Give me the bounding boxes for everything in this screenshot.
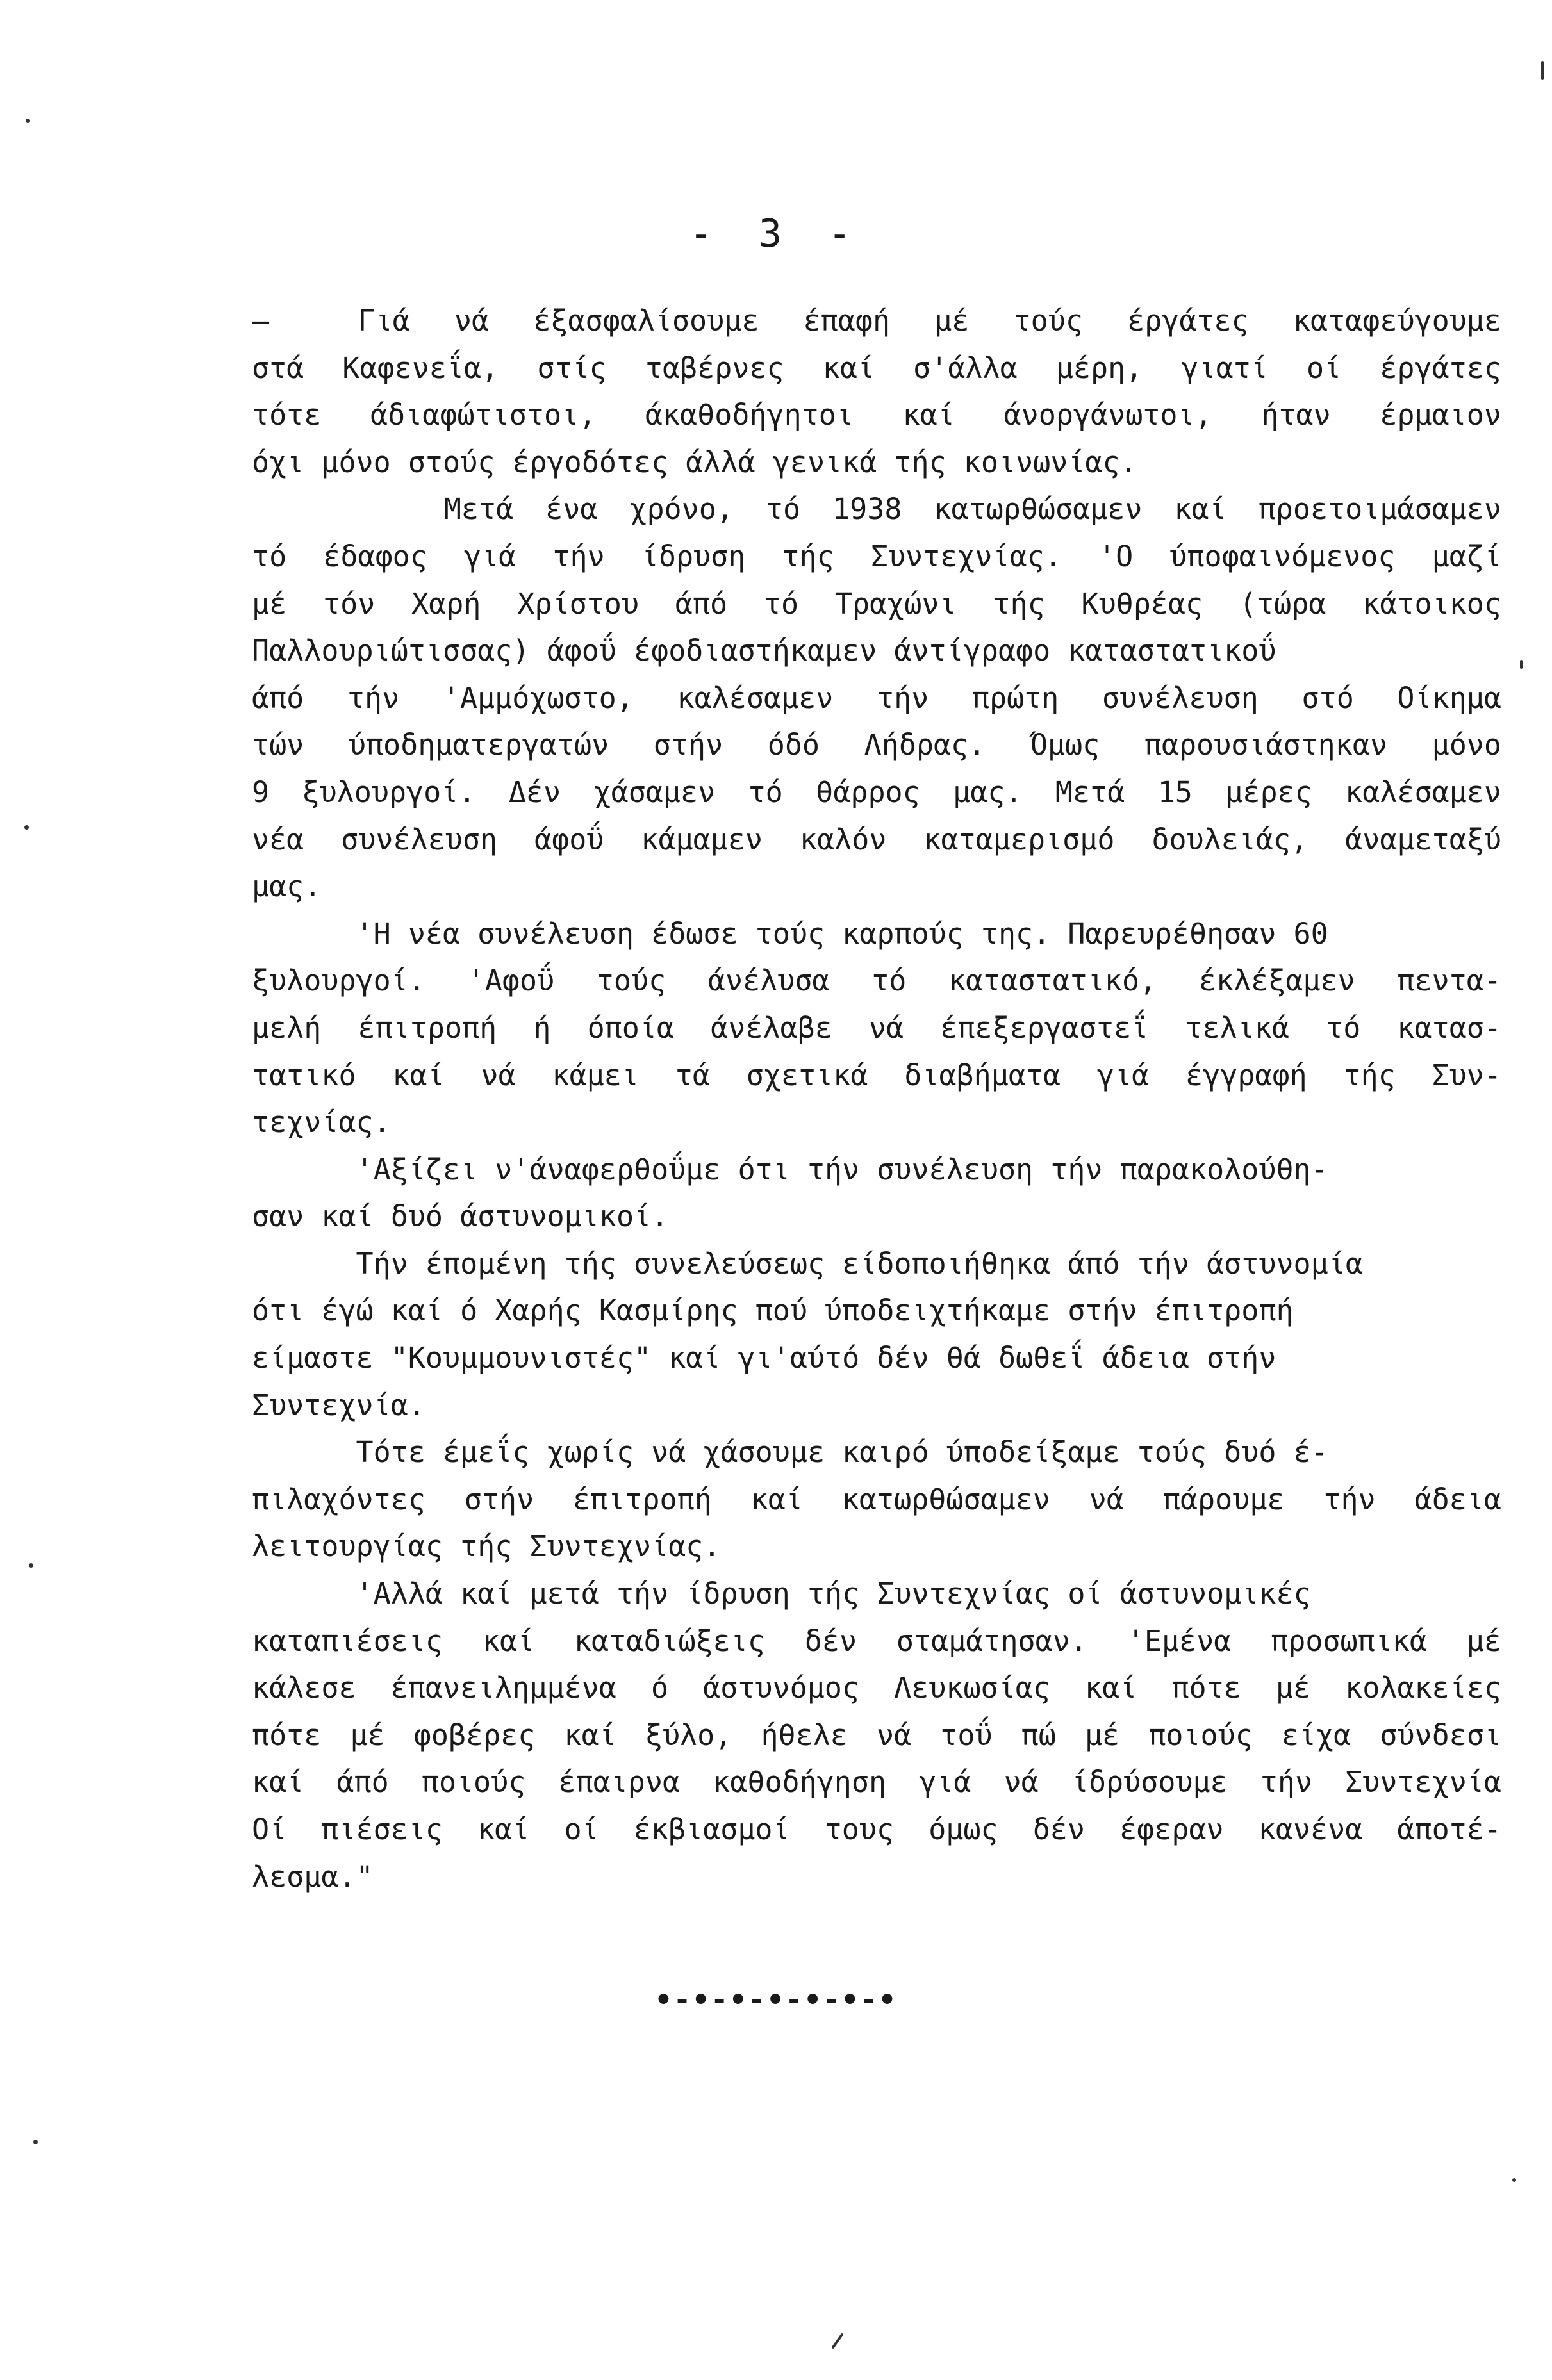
- text-line: πότε μέ φοβέρες καί ξύλο, ήθελε νά τοΰ πώ μέ ποιούς είχα σύνδεσι: [252, 1718, 1501, 1752]
- text-line: σαν καί δυό άστυνομικοί.: [252, 1199, 669, 1234]
- text-line: τών ύποδηματεργατών στήν όδό Λήδρας. Όμως παρουσιάστηκαν μόνο: [252, 728, 1501, 762]
- scan-speck: [1512, 2178, 1516, 2182]
- text-line: καί άπό ποιούς έπαιρνα καθοδήγηση γιά νά ίδρύσουμε τήν Συντεχνία: [252, 1765, 1501, 1800]
- text-line: τεχνίας.: [252, 1105, 391, 1140]
- scan-speck: [29, 1563, 33, 1568]
- text-line: λεσμα.": [252, 1859, 374, 1894]
- scan-speck: [33, 2140, 38, 2144]
- text-line: μελή έπιτροπή ή όποία άνέλαβε νά έπεξεργαστεΐ τελικά τό κατασ-: [252, 1010, 1501, 1045]
- text-line: λειτουργίας τής Συντεχνίας.: [252, 1529, 721, 1564]
- text-line: καταπιέσεις καί καταδιώξεις δέν σταμάτησαν. 'Εμένα προσωπικά μέ: [252, 1623, 1501, 1658]
- text-line: 'Αλλά καί μετά τήν ίδρυση τής Συντεχνίας οί άστυνομικές: [252, 1577, 1311, 1611]
- scan-speck: [26, 119, 30, 123]
- page-number: - 3 -: [689, 211, 863, 256]
- body-text: [252, 297, 1501, 1900]
- text-line: ότι έγώ καί ό Χαρής Κασμίρης πού ύποδειχτήκαμε στήν έπιτροπή: [252, 1293, 1294, 1328]
- text-line: ξυλουργοί. 'Αφοΰ τούς άνέλυσα τό καταστατικό, έκλέξαμεν πεντα-: [252, 964, 1501, 998]
- text-line: 'Η νέα συνέλευση έδωσε τούς καρπούς της. Παρευρέθησαν 60: [252, 916, 1328, 951]
- text-line: τατικό καί νά κάμει τά σχετικά διαβήματα γιά έγγραφή τής Συν-: [252, 1058, 1501, 1092]
- text-line: Τότε έμεΐς χωρίς νά χάσουμε καιρό ύποδείξαμε τούς δυό έ-: [252, 1435, 1328, 1470]
- text-line: μας.: [252, 869, 322, 904]
- text-line: είμαστε "Κουμμουνιστές" καί γι'αύτό δέν θά δωθεΐ άδεια στήν: [252, 1341, 1276, 1375]
- scan-speck: [1520, 660, 1523, 669]
- text-line: Συντεχνία.: [252, 1388, 425, 1422]
- text-line: 'Αξίζει ν'άναφερθοΰμε ότι τήν συνέλευση τήν παρακολούθη-: [252, 1152, 1328, 1186]
- scan-speck: [831, 2333, 843, 2349]
- text-line: άπό τήν 'Αμμόχωστο, καλέσαμεν τήν πρώτη συνέλευση στό Οίκημα: [252, 680, 1501, 715]
- text-line: στά Καφενεΐα, στίς ταβέρνες καί σ'άλλα μέρη, γιατί οί έργάτες: [252, 350, 1501, 385]
- scan-speck: [1541, 61, 1544, 80]
- text-line: όχι μόνο στούς έργοδότες άλλά γενικά τής κοινωνίας.: [252, 445, 1137, 479]
- text-line: πιλαχόντες στήν έπιτροπή καί κατωρθώσαμεν νά πάρουμε τήν άδεια: [252, 1482, 1501, 1516]
- text-line: Παλλουριώτισσας) άφοΰ έφοδιαστήκαμεν άντίγραφο καταστατικοΰ: [252, 634, 1276, 668]
- text-line: 9 ξυλουργοί. Δέν χάσαμεν τό θάρρος μας. Μετά 15 μέρες καλέσαμεν: [252, 775, 1501, 809]
- text-line: μέ τόν Χαρή Χρίστου άπό τό Τραχώνι τής Κυθρέας (τώρα κάτοικος: [252, 586, 1501, 621]
- text-line: — Γιά νά έξασφαλίσουμε έπαφή μέ τούς έργάτες καταφεύγουμε: [252, 304, 1501, 338]
- text-line: κάλεσε έπανειλημμένα ό άστυνόμος Λευκωσίας καί πότε μέ κολακείες: [252, 1671, 1501, 1705]
- text-line: Οί πιέσεις καί οί έκβιασμοί τους όμως δέν έφεραν κανένα άποτέ-: [252, 1812, 1501, 1846]
- text-line: τότε άδιαφώτιστοι, άκαθοδήγητοι καί άνοργάνωτοι, ήταν έρμαιον: [252, 398, 1501, 432]
- scan-speck: [24, 825, 29, 830]
- section-divider: •-•-•-•-•-•-•: [654, 1983, 898, 2017]
- text-line: νέα συνέλευση άφοΰ κάμαμεν καλόν καταμερισμό δουλειάς, άναμεταξύ: [252, 822, 1501, 857]
- text-line: τό έδαφος γιά τήν ίδρυση τής Συντεχνίας. 'Ο ύποφαινόμενος μαζί: [252, 539, 1501, 573]
- text-line: Μετά ένα χρόνο, τό 1938 κατωρθώσαμεν καί προετοιμάσαμεν: [252, 492, 1501, 527]
- text-line: Τήν έπομένη τής συνελεύσεως είδοποιήθηκα άπό τήν άστυνομία: [252, 1246, 1363, 1281]
